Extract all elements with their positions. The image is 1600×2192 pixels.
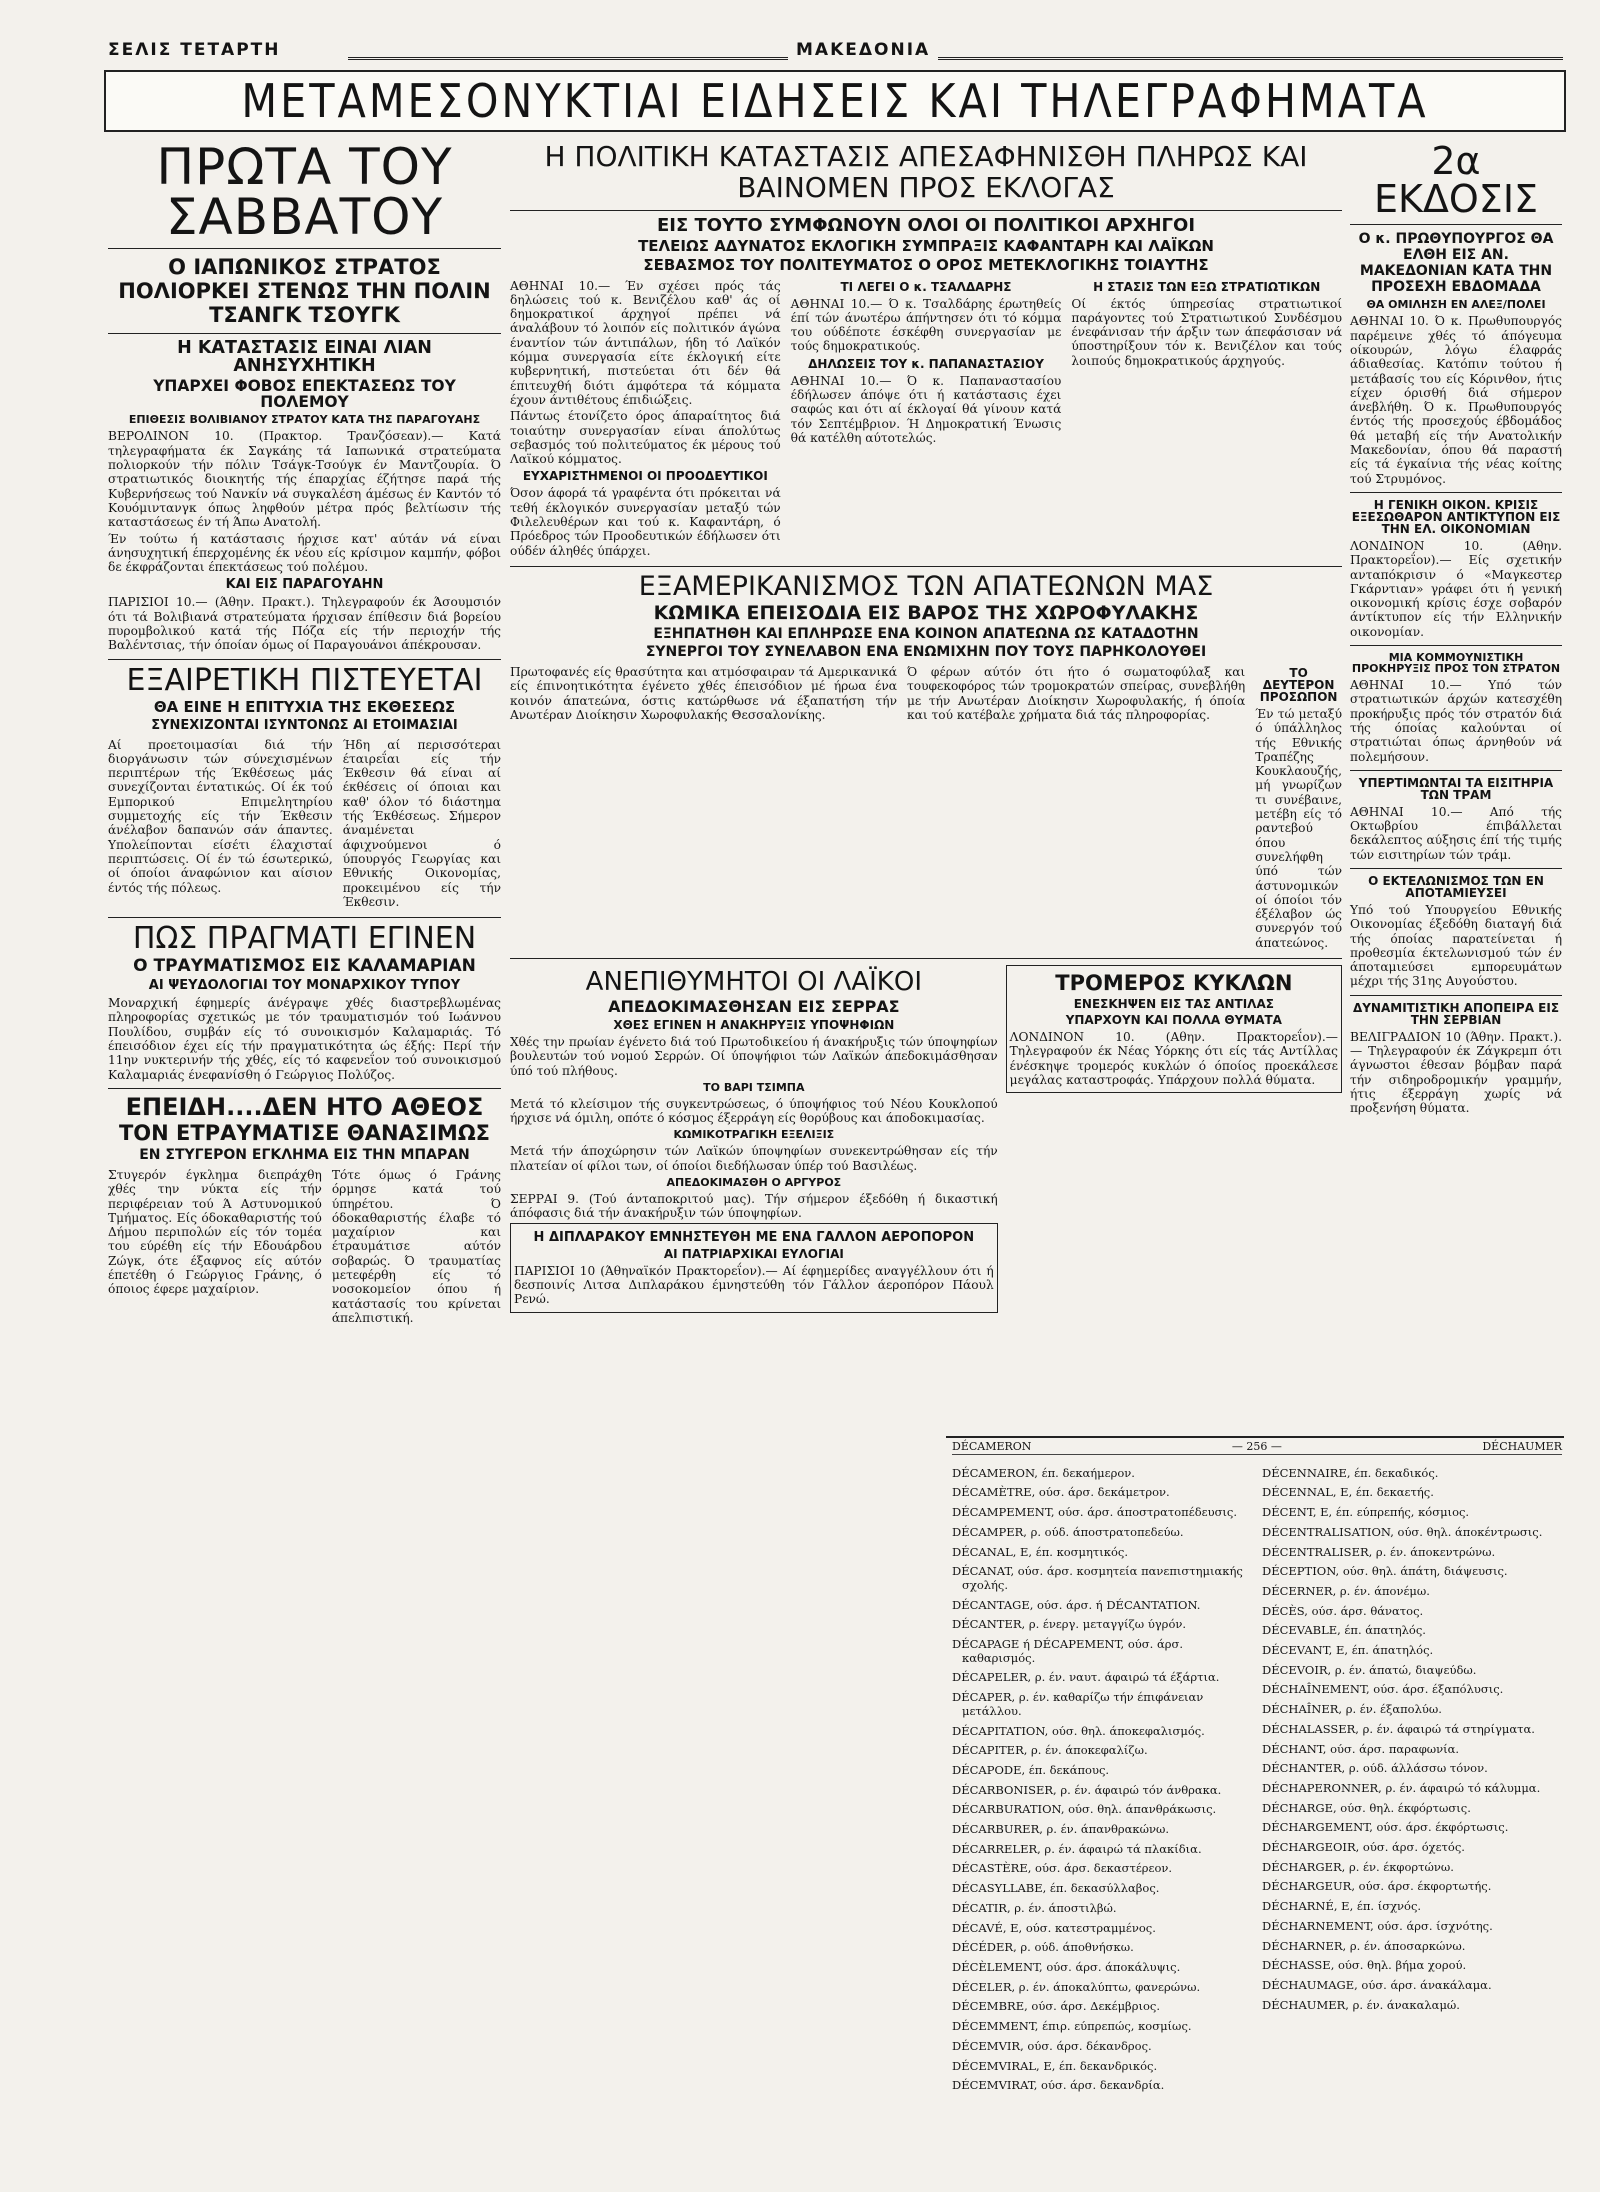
dictionary-header — [952, 1440, 1562, 1455]
divider — [1350, 770, 1562, 771]
article-text: Υπό τού Υπουργείου Εθνικής Οικονομίας έξεδόθη διαταγή διά τής όποίας παρατείνεται ή προθεσμία έκτελωνισμού τών έν άποταμιεύσει εμπορευμάτων μέχρι τής 31ης Αυγούστου. — [1350, 902, 1562, 989]
divider — [108, 333, 501, 334]
headline-diplarakou: Η ΔΙΠΛΑΡΑΚΟΥ ΕΜΝΗΣΤΕΥΘΗ ΜΕ ΕΝΑ ΓΑΛΛΟΝ ΑΕΡΟΠΟΡΟΝ — [533, 1229, 975, 1245]
divider — [510, 566, 1342, 567]
subhead-antilles: ΕΝΕΣΚΗΨΕΝ ΕΙΣ ΤΑΣ ΑΝΤΙΛΑΣ — [1073, 996, 1274, 1011]
dictionary-entry: DÉCHARNER, ρ. έν. άποσαρκώνω. — [1262, 1938, 1466, 1953]
newspaper-name: ΜΑΚΕΔΟΝΙΑ — [788, 40, 938, 60]
article-text: ΑΘΗΝΑΙ 10.— Ό κ. Παπαναστασίου έδήλωσεν άπόψε ότι ή κατάστασις έχει σαφώς και ότι αί έκλογαί θά γίνουν κατά τόν Σεπτέμβριον. Ή Δημοκρατική Ένωσις θά κατέλθη αύτοτελώς. — [790, 373, 1062, 445]
subhead-bari: ΤΟ ΒΑΡΙ ΤΣΙΜΠΑ — [703, 1080, 805, 1094]
dictionary-entry: DÉCAMERON, έπ. δεκαήμερον. — [952, 1465, 1135, 1480]
article-text: Αί προετοιμασίαι διά τήν διοργάνωσιν τών σύνεχισμένων περιπτέρων τής Έκθέσεως μάς συνεχίζονται έντατικώς. Οί έκ τού Εμπορικού Επιμελητηρίου συμμετοχής είς τήν Έκθεσιν άνέλαβον δαπανών σάν άπαντες. Υπολείπονται είσέτι έλαχισταί περιπτώσεις. Οί έν τώ έσωτερικώ, οί όποίοι άναφώνιον και αίσιον έντός τής πόλεως. — [108, 737, 333, 895]
divider — [1350, 995, 1562, 996]
subhead-patriarchal: ΑΙ ΠΑΤΡΙΑΡΧΙΚΑΙ ΕΥΛΟΓΙΑΙ — [663, 1246, 844, 1261]
dictionary-entry: DÉCÈS, ούσ. άρσ. θάνατος. — [1262, 1603, 1424, 1618]
subhead-kalamaria: Ο ΤΡΑΥΜΑΤΙΣΜΟΣ ΕΙΣ ΚΑΛΑΜΑΡΙΑΝ — [133, 956, 476, 977]
headline-japanese-army: Ο ΙΑΠΩΝΙΚΟΣ ΣΤΡΑΤΟΣ ΠΟΛΙΟΡΚΕΙ ΣΤΕΝΩΣ ΤΗΝ ΠΟΛΙΝ ΤΣΑΝΓΚ ΤΣΟΥΓΚ — [118, 255, 491, 328]
dictionary-entry: DÉCHANT, ούσ. άρσ. παραφωνία. — [1262, 1741, 1460, 1756]
dictionary-entry: DÉCHARGEUR, ούσ. άρσ. έκφορτωτής. — [1262, 1879, 1492, 1894]
subhead-preparations: ΣΥΝΕΧΙΖΟΝΤΑΙ ΙΣΥΝΤΟΝΩΣ ΑΙ ΕΤΟΙΜΑΣΙΑΙ — [151, 717, 458, 733]
text-col — [791, 277, 1062, 560]
divider — [108, 917, 501, 918]
dictionary-entry: DÉCÉDER, ρ. ούδ. άποθνήσκω. — [952, 1940, 1134, 1955]
dictionary-entry: DÉCHASSE, ούσ. θηλ. βήμα χορού. — [1262, 1958, 1467, 1973]
article-text: ΠΑΡΙΣΙΟΙ 10.— (Άθην. Πρακτ.). Τηλεγραφούν έκ Άσουμσιόν ότι τά Βολιβιανά στρατεύματα ήρχισαν έπίθεσιν διά βορείου πυρομβολικού κατά τής Πόζα είς τήν περιοχήν τής Βαλέντσιας, τήν όποίαν όμως οί Παραγουάνοι άπέκρουσαν. — [108, 595, 501, 653]
divider — [510, 210, 1342, 211]
dictionary-entry: DÉCHANTER, ρ. ούδ. άλλάσσω τόνον. — [1262, 1761, 1488, 1776]
dictionary-entry: DÉCEMVIR, ούσ. άρσ. δέκανδρος. — [952, 2038, 1152, 2053]
headline-americanization: ΕΞΑΜΕΡΙΚΑΝΙΣΜΟΣ ΤΩΝ ΑΠΑΤΕΩΝΩΝ ΜΑΣ — [638, 570, 1214, 602]
dictionary-entry: DÉCHAUMER, ρ. έν. άνακαλαμώ. — [1262, 1997, 1460, 2012]
divider — [510, 958, 1342, 959]
dictionary-top-border — [946, 1436, 1564, 1438]
subhead-tsaldaris: ΤΙ ΛΕΓΕΙ Ο κ. ΤΣΑΛΔΑΡΗΣ — [840, 279, 1012, 294]
dictionary-entry: DÉCAPELER, ρ. έν. ναυτ. άφαιρώ τά έξάρτια. — [952, 1670, 1220, 1685]
dictionary-entry: DÉCELER, ρ. έν. άποκαλύπτω, φανερώνω. — [952, 1979, 1201, 1994]
dictionary-entry: DÉCEMVIRAT, ούσ. άρσ. δεκανδρία. — [952, 2078, 1165, 2093]
subhead-wounded: ΤΟΝ ΕΤΡΑΥΜΑΤΙΣΕ ΘΑΝΑΣΙΜΩΣ — [118, 1120, 491, 1145]
divider — [108, 1088, 501, 1089]
article-text: ΑΘΗΝΑΙ 10.— Από τής Οκτωβρίου έπιβάλλεται δεκάλεπτος αύξησις έπί τής τιμής τών εισιτηρίων τών τράμ. — [1350, 804, 1562, 862]
subhead-military: Η ΣΤΑΣΙΣ ΤΩΝ ΕΞΩ ΣΤΡΑΤΙΩΤΙΚΩΝ — [1093, 279, 1321, 294]
subhead-victims: ΥΠΑΡΧΟΥΝ ΚΑΙ ΠΟΛΛΑ ΘΥΜΑΤΑ — [1065, 1012, 1282, 1027]
dictionary-entry: DÉCÈLEMENT, ούσ. άρσ. άποκάλυψις. — [952, 1959, 1181, 1974]
subhead-bolivia: ΕΠΙΘΕΣΙΣ ΒΟΛΙΒΙΑΝΟΥ ΣΤΡΑΤΟΥ ΚΑΤΑ ΤΗΣ ΠΑΡΑΓΟΥΑΗΣ — [128, 413, 481, 427]
subhead-argyros: ΑΠΕΔΟΚΙΜΑΣΘΗ Ο ΑΡΓΥΡΟΣ — [666, 1176, 842, 1190]
article-text: Μετά τήν άποχώρησιν τών Λαϊκών ύποψηφίων συνεκεντρώθησαν είς τήν πλατείαν οί φίλοι των, οί όποίοι διεδήλωσαν ύπέρ τού Βασιλέως. — [510, 1144, 998, 1173]
dictionary-entry: DÉCARBURER, ρ. έν. άπανθρακώνω. — [952, 1822, 1169, 1837]
subhead-tragicomic: ΚΩΜΙΚΟΤΡΑΓΙΚΗ ΕΞΕΛΙΞΙΣ — [673, 1128, 835, 1142]
dictionary-entry: DÉCHARGEMENT, ούσ. άρσ. έκφόρτωσις. — [1262, 1820, 1509, 1835]
article-text: ΑΘΗΝΑΙ 10.— Ό κ. Τσαλδάρης έρωτηθείς έπί τών άνωτέρω άπήντησεν ότι τό κόμμα του ούδέποτε έσκέφθη συνεργασίαν με τούς δημοκρατικούς. — [790, 296, 1062, 354]
headline-politics: Η ΠΟΛΙΤΙΚΗ ΚΑΤΑΣΤΑΣΙΣ ΑΠΕΣΑΦΗΝΙΣΘΗ ΠΛΗΡΩΣ ΚΑΙ ΒΑΙΝΟΜΕΝ ΠΡΟΣ ΕΚΛΟΓΑΣ — [544, 140, 1308, 204]
dictionary-entry: DÉCANTAGE, ούσ. άρσ. ή DÉCANTATION. — [952, 1597, 1201, 1612]
dictionary-entry: DÉCENNAL, E, έπ. δεκαετής. — [1262, 1485, 1434, 1500]
dictionary-entry: DÉCAPODE, έπ. δεκάπους. — [952, 1762, 1110, 1777]
dictionary-entry: DÉCENT, E, έπ. εύπρεπής, κόσμιος. — [1262, 1505, 1470, 1520]
text-col — [510, 277, 781, 560]
masthead-line — [108, 40, 1563, 60]
headline-communist: ΜΙΑ ΚΟΜΜΟΥΝΙΣΤΙΚΗ ΠΡΟΚΗΡΥΞΙΣ ΠΡΟΣ ΤΟΝ ΣΤΡΑΤΟΝ — [1351, 651, 1561, 676]
subhead-pm: Ο κ. ΠΡΩΘΥΠΟΥΡΓΟΣ ΘΑ ΕΛΘΗ ΕΙΣ ΑΝ. ΜΑΚΕΔΟΝΙΑΝ ΚΑΤΑ ΤΗΝ ΠΡΟΣΕΧΗ ΕΒΔΟΜΑΔΑ — [1358, 231, 1554, 296]
article-text: ΒΕΛΙΓΡΑΔΙΟΝ 10 (Άθην. Πρακτ.).— Τηλεγραφούν έκ Ζάγκρεμπ ότι άγνωστοι έθεσαν βόμβαν παρά τήν σιδηροδρομικήν γραμμήν, ήτις έξερράγη χωρίς νά προξενήση θύματα. — [1350, 1029, 1562, 1116]
dictionary-entry: DÉCARBURATION, ούσ. θηλ. άπανθράκωσις. — [952, 1802, 1217, 1817]
divider — [1350, 645, 1562, 646]
dictionary-entry: DÉCHALASSER, ρ. έν. άφαιρώ τά στηρίγματα. — [1262, 1721, 1535, 1736]
article-text: ΛΟΝΔΙΝΟΝ 10. (Αθην. Πρακτορεΐον).— Είς σχετικήν ανταπόκρισιν ό «Μαγκεστερ Γκάρντιαν» γράφει ότι ή γενική οικονομική κρίσις έσχε σοβαρόν άντίκτυπον είς τήν Ελληνικήν οικονομίαν. — [1350, 538, 1562, 639]
divider — [108, 248, 501, 249]
dictionary-entry: DÉCHARGEOIR, ούσ. άρσ. όχετός. — [1262, 1840, 1465, 1855]
two-column-text — [108, 736, 501, 912]
dictionary-entry: DÉCEMVIRAL, E, έπ. δεκανδρικός. — [952, 2058, 1158, 2073]
dictionary-entry: DÉCERNER, ρ. έν. άπονέμω. — [1262, 1583, 1430, 1598]
page-label: ΣΕΛΙΣ ΤΕΤΑΡΤΗ — [108, 40, 281, 60]
dictionary-entry: DÉCHAÎNER, ρ. έν. έξαπολύω. — [1262, 1702, 1442, 1717]
dictionary-entry: DÉCHARGE, ούσ. θηλ. έκφόρτωσις. — [1262, 1800, 1471, 1815]
text-col — [1255, 663, 1342, 952]
dictionary-entry: DÉCEVOIR, ρ. έν. άπατώ, διαψεύδω. — [1262, 1662, 1477, 1677]
dictionary-entry: DÉCAMÈTRE, ούσ. άρσ. δεκάμετρον. — [952, 1485, 1170, 1500]
dictionary-entry: DÉCHARGER, ρ. έν. έκφορτώνω. — [1262, 1859, 1454, 1874]
serres-block — [510, 965, 998, 1313]
article-text: Ό φέρων αύτόν ότι ήτο ό σωματοφύλαξ και τουφεκοφόρος τών τρομοκρατών σπείρας, συνεβλήθη με τήν Ανωτέραν Διοίκησιν Χωροφυλακής, ή όποία και τού κατέβαλε χρήματα διά τάς πληροφορίας. — [907, 664, 1246, 722]
subhead-progressives: ΕΥΧΑΡΙΣΤΗΜΕΝΟΙ ΟΙ ΠΡΟΟΔΕΥΤΙΚΟΙ — [522, 469, 768, 484]
dictionary-entry: DÉCHARNEMENT, ούσ. άρσ. ίσχνότης. — [1262, 1918, 1493, 1933]
subhead-comic: ΚΩΜΙΚΑ ΕΠΕΙΣΟΔΙΑ ΕΙΣ ΒΑΡΟΣ ΤΗΣ ΧΩΡΟΦΥΛΑΚΗΣ — [653, 601, 1199, 624]
section-banner: ΜΕΤΑΜΕΣΟΝΥΚΤΙΑΙ ΕΙΔΗΣΕΙΣ ΚΑΙ ΤΗΛΕΓΡΑΦΗΜΑΤΑ — [104, 70, 1566, 132]
fraud-text — [510, 663, 1342, 952]
subhead-impossible: ΤΕΛΕΙΩΣ ΑΔΥΝΑΤΟΣ ΕΚΛΟΓΙΚΗ ΣΥΜΠΡΑΞΙΣ ΚΑΦΑΝΤΑΡΗ ΚΑΙ ΛΑΪΚΩΝ — [638, 236, 1214, 255]
dictionary-entry: DÉCANAT, ούσ. άρσ. κοσμητεία πανεπιστημιακής σχολής. — [952, 1564, 1243, 1592]
dictionary-fragment — [952, 1440, 1562, 2182]
dictionary-entry: DÉCEMMENT, έπιρ. εύπρεπώς, κοσμίως. — [952, 2019, 1192, 2034]
dictionary-entry: DÉCAPER, ρ. έν. καθαρίζω τήν έπιφάνειαν μετάλλου. — [952, 1690, 1204, 1718]
article-text: Στυγερόν έγκλημα διεπράχθη χθές την νύκτα είς τήν περιφέρειαν τού Ά Αστυνομικού Τμήματος. Είς όδοκαθαριστής τού Δήμου περιπολών είς τόν τομέα του εύρέθη είς τήν Εδουάρδου Ζώγκ, ότε έξαφνος είς αύτόν έπετέθη ό Γεώργιος Γράνης, ό όποιος έφερε μαχαίριον. — [108, 1167, 322, 1297]
dictionary-right-column — [1262, 1467, 1562, 2099]
subhead-proclamation: ΧΘΕΣ ΕΓΙΝΕΝ Η ΑΝΑΚΗΡΥΞΙΣ ΥΠΟΨΗΦΙΩΝ — [613, 1017, 895, 1032]
article-text: ΛΟΝΔΙΝΟΝ 10. (Αθην. Πρακτορεΐον).— Τηλεγραφούν έκ Νέας Υόρκης ότι είς τάς Αντίλλας ένέσκηψε τρομερός κυκλών ό όποίος προεκάλεσε μεγάλας καταστροφάς. Υπάρχουν πολλά θύματα. — [1009, 1029, 1338, 1087]
two-column-text — [108, 1166, 501, 1327]
dictionary-entry: DÉCASYLLABE, έπ. δεκασύλλαβος. — [952, 1881, 1160, 1896]
dictionary-entry: DÉCANAL, E, έπ. κοσμητικός. — [952, 1544, 1128, 1559]
subhead-serres: ΑΠΕΔΟΚΙΜΑΣΘΗΣΑΝ ΕΙΣ ΣΕΡΡΑΣ — [608, 996, 900, 1016]
headline-second-edition: 2α ΕΚΔΟΣΙΣ — [1373, 139, 1539, 221]
article-text: Μοναρχική έφημερίς άνέγραψε χθές διαστρεβλωμένας πληροφορίας σχετικώς με τόν τραυματισμόν τού Ιωάννου Πουλίδου, συμβάν είς τό συνοικισμόν Καλαμαριάς. Τό έπεισόδιον έχει είς τήν πραγματικότητα ώς έξής: Περί τήν 11ην νυκτερινήν τής χθές, είς τό καφενεΐον τού συνοικισμού Καλαμαριάς ένεφανίσθη ό Γεώργιος Πολύζος. — [108, 996, 501, 1082]
article-text: ΣΕΡΡΑΙ 9. (Τού άνταποκριτού μας). Τήν σήμερον έξεδόθη ή δικαστική άπόφασις διά τήν άνακήρυξιν τών ύποψηφίων. — [510, 1192, 998, 1221]
dictionary-entry: DÉCEVABLE, έπ. άπατηλός. — [1262, 1623, 1426, 1638]
dictionary-entry: DÉCEVANT, E, έπ. άπατηλός. — [1262, 1643, 1434, 1658]
dictionary-entry: DÉCHARNÉ, E, έπ. ίσχνός. — [1262, 1899, 1422, 1914]
dictionary-entry: DÉCENTRALISATION, ούσ. θηλ. άποκέντρωσις. — [1262, 1524, 1543, 1539]
headline-exhibition: ΕΞΑΙΡΕΤΙΚΗ ΠΙΣΤΕΥΕΤΑΙ — [126, 662, 483, 698]
dictionary-entry: DÉCHAÎNEMENT, ούσ. άρσ. έξαπόλυσις. — [1262, 1682, 1504, 1697]
subhead-respect: ΣΕΒΑΣΜΟΣ ΤΟΥ ΠΟΛΙΤΕΥΜΑΤΟΣ Ο ΟΡΟΣ ΜΕΤΕΚΛΟΓΙΚΗΣ ΤΟΙΑΥΤΗΣ — [643, 255, 1209, 274]
article-text: Όσον άφορά τά γραφέντα ότι πρόκειται νά τεθή έκλογικόν συνεργασίαν μεταξύ τών Φιλελευθέρων και τού κ. Καφαντάρη, ό Πρόεδρος τών Προοδευτικών έδήλωσεν ότι ούδέν άληθές ύπάρχει. — [510, 486, 781, 558]
subhead-exhibition: ΘΑ ΕΙΝΕ Η ΕΠΙΤΥΧΙΑ ΤΗΣ ΕΚΘΕΣΕΩΣ — [153, 697, 456, 716]
article-text: ΑΘΗΝΑΙ 10.— Υπό τών στρατιωτικών άρχών κατεσχέθη προκήρυξις πρός τόν στρατόν διά τής όποίας καλούνται οί στρατιώται όπως άρνηθούν νά πολεμήσουν. — [1350, 678, 1562, 764]
dictionary-entry: DÉCAMPEMENT, ούσ. άρσ. άποστρατοπέδευσις. — [952, 1505, 1238, 1520]
dictionary-page-number: — 256 — — [1231, 1440, 1282, 1453]
divider — [1350, 868, 1562, 869]
dictionary-entry: DÉCASTÈRE, ούσ. άρσ. δεκαστέρεον. — [952, 1861, 1173, 1876]
dictionary-left-column — [952, 1467, 1252, 2099]
article-text: Πρωτοφανές είς θρασύτητα και ατμόσφαιραν τά Αμερικανικά είς έπινοητικότητα έγένετο χθές έπεισόδιον μέ ήρωα ένα κοινόν άπατεώνα, όστις κατώρθωσε νά έξαπατήση τήν Ανωτέραν Διοίκησιν Χωροφυλακής Θεσσαλονίκης. — [510, 664, 897, 722]
subhead-deceived: ΕΞΗΠΑΤΗΘΗ ΚΑΙ ΕΠΛΗΡΩΣΕ ΕΝΑ ΚΟΙΝΟΝ ΑΠΑΤΕΩΝΑ ΩΣ ΚΑΤΑΔΟΤΗΝ — [653, 625, 1199, 642]
article-text: Έν τώ μεταξύ ό ύπάλληλος τής Εθνικής Τραπέζης Κουκλαουζής, μή γνωρίζων τι συνέβαινε, μετέβη είς τό ραντεβού όπου συνελήφθη ύπό τών άστυνομικών οί όποίοι τόν έξέλαβον ώς συνεργόν τού άπατεώνος. — [1255, 706, 1342, 950]
dictionary-left-head: DÉCAMERON — [952, 1440, 1032, 1453]
subhead-crime: ΕΝ ΣΤΥΓΕΡΟΝ ΕΓΚΛΗΜΑ ΕΙΣ ΤΗΝ ΜΠΑΡΑΝ — [139, 1146, 470, 1163]
headline-cyclone: ΤΡΟΜΕΡΟΣ ΚΥΚΛΩΝ — [1055, 970, 1293, 995]
headline-saturday: ΠΡΩΤΑ ΤΟΥ ΣΑΒΒΑΤΟΥ — [156, 138, 453, 246]
subhead-papanastasiou: ΔΗΛΩΣΕΙΣ ΤΟΥ κ. ΠΑΠΑΝΑΣΤΑΣΙΟΥ — [808, 356, 1044, 371]
headline-unwanted: ΑΝΕΠΙΘΥΜΗΤΟΙ ΟΙ ΛΑΪΚΟΙ — [585, 966, 922, 997]
dictionary-entry: DÉCENNAIRE, έπ. δεκαδικός. — [1262, 1465, 1439, 1480]
dictionary-entry: DÉCARRELER, ρ. έν. άφαιρώ τά πλακίδια. — [952, 1841, 1202, 1856]
cyclone-box — [1006, 965, 1342, 1093]
dictionary-entry: DÉCAPAGE ή DÉCAPEMENT, ούσ. άρσ. καθαρισμός. — [952, 1637, 1183, 1665]
politics-text — [510, 277, 1342, 560]
headline-atheist: ΕΠΕΙΔΗ....ΔΕΝ ΗΤΟ ΑΘΕΟΣ — [125, 1092, 484, 1121]
headline-customs: Ο ΕΚΤΕΛΩΝΙΣΜΟΣ ΤΩΝ ΕΝ ΑΠΟΤΑΜΙΕΥΣΕΙ — [1368, 873, 1544, 900]
subhead-alexandroupolis: ΘΑ ΟΜΙΛΗΣΗ ΕΝ ΑΛΕΞ/ΠΟΛΕΙ — [1366, 298, 1546, 312]
dictionary-entry: DÉCEMBRE, ούσ. άρσ. Δεκέμβριος. — [952, 1999, 1160, 2014]
article-text: Ήδη αί περισσότεραι έταιρεΐαι είς τήν Έκθεσιν θά είναι αί έκθέσεις οί όποιαι και καθ' όλον τό διάστημα τής Έκθέσεως. Σήμερον άναμένεται άφιχνούμενοι ό ύπουργός Γεωργίας και Εθνικής Οικονομίας, προκειμένου είς τήν Έκθεσιν. — [342, 737, 501, 909]
masthead-rule — [348, 57, 1563, 60]
dictionary-entry: DÉCAMPER, ρ. ούδ. άποστρατοπεδεύω. — [952, 1524, 1184, 1539]
headline-how-it-happened: ΠΩΣ ΠΡΑΓΜΑΤΙ ΕΓΙΝΕΝ — [132, 921, 477, 957]
divider — [1350, 224, 1562, 225]
article-text: Χθές την πρωίαν έγένετο διά τού Πρωτοδικείου ή άνακήρυξις τών ύποψηφίων βουλευτών τού νομού Σερρών. Οί ύποψήφιοι τών Λαϊκών άπεδοκιμάσθησαν ύπό τού πλήθους. — [510, 1034, 998, 1078]
headline-crisis: Η ΓΕΝΙΚΗ ΟΙΚΟΝ. ΚΡΙΣΙΣ ΕΞΕΣΩΘΑΡΟΝ ΑΝΤΙΚΤΥΠΟΝ ΕΙΣ ΤΗΝ ΕΛ. ΟΙΚΟΝΟΜΙΑΝ — [1351, 497, 1561, 536]
subhead-monarchist-press: ΑΙ ΨΕΥΔΟΛΟΓΙΑΙ ΤΟΥ ΜΟΝΑΡΧΙΚΟΥ ΤΥΠΟΥ — [148, 978, 461, 994]
dictionary-entry: DÉCEPTION, ούσ. θηλ. άπάτη, διάψευσις. — [1262, 1564, 1508, 1579]
headline-dynamite: ΔΥΝΑΜΙΤΙΣΤΙΚΗ ΑΠΟΠΕΙΡΑ ΕΙΣ ΤΗΝ ΣΕΡΒΙΑΝ — [1352, 1000, 1560, 1027]
dictionary-columns — [952, 1467, 1562, 2099]
subhead-accomplices: ΣΥΝΕΡΓΟΙ ΤΟΥ ΣΥΝΕΛΑΒΟΝ ΕΝΑ ΕΝΩΜΙΧΗΝ ΠΟΥ ΤΟΥΣ ΠΑΡΗΚΟΛΟΥΘΕΙ — [645, 643, 1207, 660]
dictionary-entry: DÉCANTER, ρ. ένεργ. μεταγγίζω ύγρόν. — [952, 1617, 1187, 1632]
article-text: ΑΘΗΝΑΙ 10. Ό κ. Πρωθυπουργός παρέμεινε χθές τό άπόγευμα οίκουρών, λόγω έλαφράς άδιαθεσίας. Κατόπιν τούτου ή μετάβασίς του είς Κόρινθον, ήτις είχεν όρισθή διά σήμερον άνεβλήθη. Ό κ. Πρωθυπουργός έντός τής προσεχούς έβδομάδος θά μεταβή είς τήν Ανατολικήν Μακεδονίαν, όπου θά παραστή είς τά έγκαίνια τής νέας κοίτης τού Στρυμόνος. — [1350, 314, 1562, 486]
subhead-second-person: ΤΟ ΔΕΥΤΕΡΟΝ ΠΡΟΣΩΠΟΝ — [1259, 665, 1338, 704]
cyclone-block — [1006, 965, 1342, 1313]
divider — [108, 659, 501, 660]
article-text: ΑΘΗΝΑΙ 10.— Έν σχέσει πρός τάς δηλώσεις τού κ. Βενιζέλου καθ' άς οί δημοκρατικοί άρχηγοί πρέπει νά άναλάβουν τό λοιπόν είς πολιτικόν άγώνα έναντίον τών άντιπάλων, ήδη τό Λαϊκόν κόμμα συνεργασία είτε έκλογική είτε κυβερνητική, πιστεύεται ότι δέν θά έπιτευχθή διότι άμφότερα τά κόμματα έχουν άντιθέτους έπιδιώξεις. — [510, 278, 781, 407]
article-text: Οί έκτός ύπηρεσίας στρατιωτικοί παράγοντες τού Στρατιωτικού Συνδέσμου ένεφάνισαν τήν άρξιν των άπεφάσισαν νά ύποστηρίξουν τόν κ. Βενιζέλον και τούς λοιπούς δημοκρατικούς άρχηγούς. — [1071, 296, 1343, 368]
subhead-fear: ΥΠΑΡΧΕΙ ΦΟΒΟΣ ΕΠΕΚΤΑΣΕΩΣ ΤΟΥ ΠΟΛΕΜΟΥ — [153, 377, 456, 411]
dictionary-entry: DÉCHAUMAGE, ούσ. άρσ. άνακάλαμα. — [1262, 1977, 1492, 1992]
subhead-situation: Η ΚΑΤΑΣΤΑΣΙΣ ΕΙΝΑΙ ΛΙΑΝ ΑΝΗΣΥΧΗΤΙΚΗ — [177, 338, 432, 376]
lower-center — [510, 965, 1342, 1313]
dictionary-entry: DÉCARBONISER, ρ. έν. άφαιρώ τόν άνθρακα. — [952, 1782, 1222, 1797]
article-text: Έν τούτω ή κατάστασις ήρχισε κατ' αύτάν νά είναι άνησυχητική έπερχομένης έκ νέου είς κρίσιμον καμπήν, φόβοι δε έκφράζονται έπεκτάσεως τού πολέμου. — [108, 531, 501, 575]
dictionary-entry: DÉCENTRALISER, ρ. έν. άποκεντρώνω. — [1262, 1544, 1496, 1559]
subhead-agree: ΕΙΣ ΤΟΥΤΟ ΣΥΜΦΩΝΟΥΝ ΟΛΟΙ ΟΙ ΠΟΛΙΤΙΚΟΙ ΑΡΧΗΓΟΙ — [656, 214, 1196, 236]
article-text: ΠΑΡΙΣΙΟΙ 10 (Άθηναϊκόν Πρακτορεΐον).— Αί έφημερίδες αναγγέλλουν ότι ή δεσποινίς Λιτσα Διπλαράκου έμνηστεύθη τόν Γάλλον άεροπόρον Πάουλ Ρενώ. — [514, 1263, 994, 1307]
dictionary-entry: DÉCAVÉ, E, ούσ. κατεστραμμένος. — [952, 1920, 1156, 1935]
column-center — [510, 138, 1342, 1313]
dictionary-entry: DÉCAPITATION, ούσ. θηλ. άποκεφαλισμός. — [952, 1723, 1205, 1738]
article-text: Τότε όμως ό Γράνης όρμησε κατά τού ύπηρέτου. Ό όδοκαθαριστής έλαβε τό μαχαίριον και έτραυμάτισε αύτόν σοβαρώς. Ό τραυματίας μετεφέρθη είς τό νοσοκομείον όπου ή κατάστασίς του κρίνεται άπελπιστική. — [331, 1167, 501, 1325]
dictionary-entry: DÉCATIR, ρ. έν. άποστιλβώ. — [952, 1900, 1117, 1915]
dictionary-right-head: DÉCHAUMER — [1482, 1440, 1562, 1453]
subhead-paraguay: ΚΑΙ ΕΙΣ ΠΑΡΑΓΟΥΑΗΝ — [225, 577, 384, 593]
article-text: Μετά τό κλείσιμον τής συγκεντρώσεως, ό ύποψήφιος τού Νέου Κουκλοπού ήρχισε νά όμιλη, οπότε ό κόσμος έξερράγη είς θορύβους και άποδοκιμασίας. — [510, 1096, 998, 1126]
column-right — [1350, 138, 1562, 1118]
article-text: ΒΕΡΟΛΙΝΟΝ 10. (Πρακτορ. Τρανζόσεαν).— Κατά τηλεγραφήματα έκ Σαγκάης τά Ιαπωνικά στρατεύματα πολιορκούν τήν πόλιν Τσάγκ-Τσούγκ έν Μαντζουρία. Ό στρατιωτικός διοικητής τής έπαρχίας έζήτησε παρά τής Κυβερνήσεως τού Νανκίν νά συγκαλέση άμέσως έν Καντόν τό Κουόμιντανγκ όπως ληφθούν μέτρα πρός βελτίωσιν τής καταστάσεως έν τή Άπω Ανατολή. — [108, 429, 501, 530]
diplarakou-box — [510, 1223, 998, 1313]
dictionary-entry: DÉCHAPERONNER, ρ. έν. άφαιρώ τό κάλυμμα. — [1262, 1780, 1541, 1795]
article-text: Πάντως έτονίζετο όρος άπαραίτητος διά τοιαύτην συνεργασίαν είναι άπολύτως σεβασμός τού πολιτεύματος έκ μέρους τού Λαϊκού κόμματος. — [510, 409, 781, 467]
dictionary-entry: DÉCAPITER, ρ. έν. άποκεφαλίζω. — [952, 1743, 1148, 1758]
headline-tram: ΥΠΕΡΤΙΜΩΝΤΑΙ ΤΑ ΕΙΣΙΤΗΡΙΑ ΤΩΝ ΤΡΑΜ — [1358, 775, 1554, 802]
divider — [1350, 492, 1562, 493]
column-left — [108, 138, 501, 1327]
text-col — [1071, 277, 1342, 560]
